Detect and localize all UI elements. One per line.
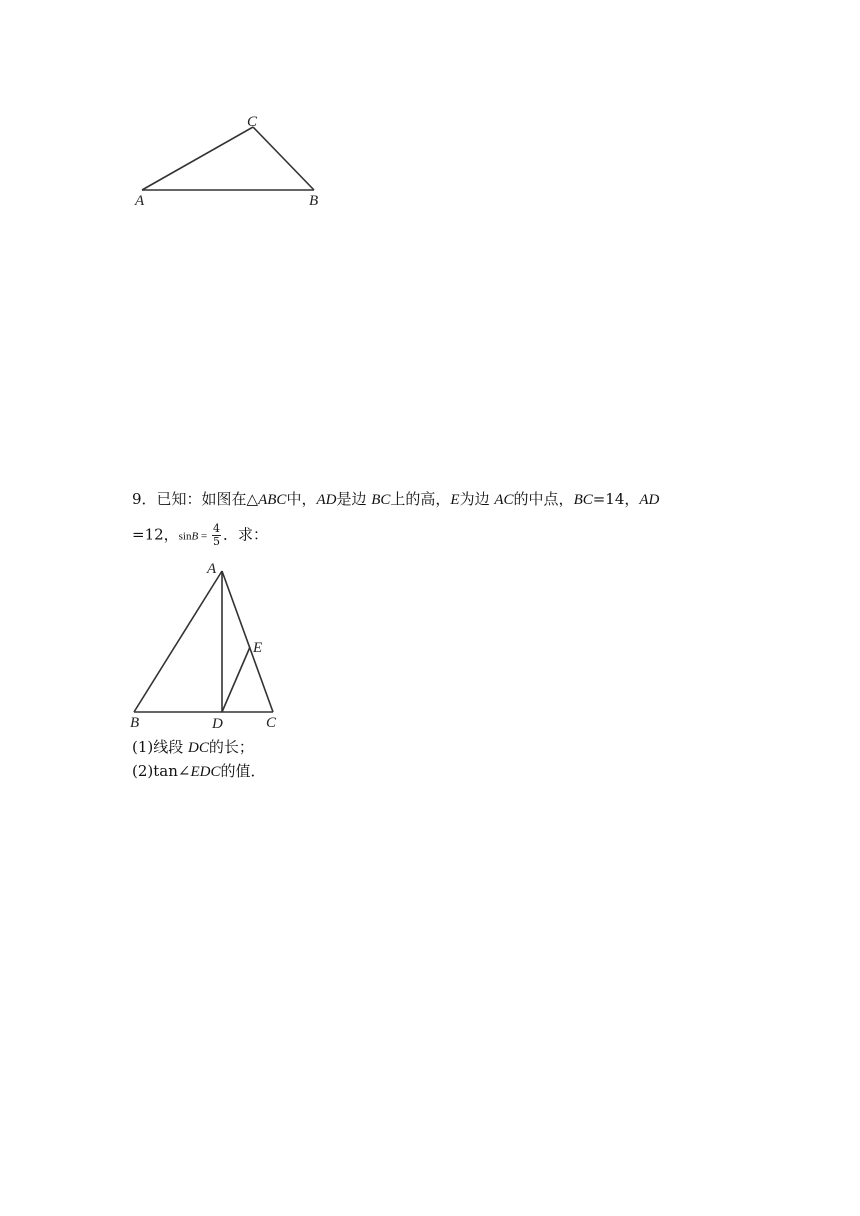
label-b: B: [130, 715, 140, 731]
sub1-var: DC: [188, 740, 209, 756]
question-9-line-2: [132, 523, 268, 548]
q9-text: 中，: [286, 490, 317, 508]
sub2-text: 的值．: [220, 762, 266, 780]
sub1-text: 的长；: [208, 738, 254, 756]
fraction-numerator: 4: [212, 522, 220, 535]
q9-var: BC: [371, 492, 391, 508]
q9-text: ．求：: [222, 525, 268, 544]
q9-var: AC: [494, 492, 514, 508]
segment-ac: [222, 571, 273, 712]
q9-var: ABC: [258, 492, 287, 508]
subquestion-2: [132, 761, 265, 782]
question-9-line-1: [132, 489, 659, 510]
segment-ab: [134, 571, 222, 712]
fraction-four-fifths: [212, 523, 221, 548]
sub2-var: EDC: [190, 764, 221, 780]
label-e: E: [253, 640, 263, 656]
label-b: B: [309, 193, 319, 209]
label-c: C: [247, 114, 258, 130]
sin-variable: B: [191, 530, 199, 543]
triangle-abc-altitude-figure: [125, 555, 290, 733]
segment-cb: [253, 127, 314, 190]
question-number: 9．: [132, 490, 157, 508]
fraction-denominator: 5: [212, 535, 220, 548]
sin-equals: =: [198, 530, 210, 543]
q9-text: 的中点，: [513, 490, 574, 508]
triangle-abc-figure: [125, 108, 335, 218]
q9-text: =14，: [592, 490, 640, 508]
sub2-text: (2)tan∠: [132, 762, 191, 780]
segment-de: [222, 647, 250, 712]
q9-text: 已知：如图在△: [156, 490, 259, 508]
label-a: A: [207, 561, 217, 577]
q9-var: BC: [573, 492, 593, 508]
segment-ac: [142, 127, 253, 190]
q9-var: AD: [316, 492, 337, 508]
subquestion-1: [132, 737, 254, 758]
q9-var: AD: [639, 492, 660, 508]
sin-function: sin: [178, 530, 192, 543]
q9-text: 为边: [459, 490, 495, 508]
q9-text: 上的高，: [390, 490, 451, 508]
sub1-text: (1)线段: [132, 738, 189, 756]
label-a: A: [135, 193, 145, 209]
label-d: D: [212, 716, 223, 732]
q9-var: E: [450, 492, 460, 508]
q9-text: =12，: [132, 525, 179, 544]
q9-text: 是边: [336, 490, 372, 508]
label-c: C: [266, 715, 277, 731]
